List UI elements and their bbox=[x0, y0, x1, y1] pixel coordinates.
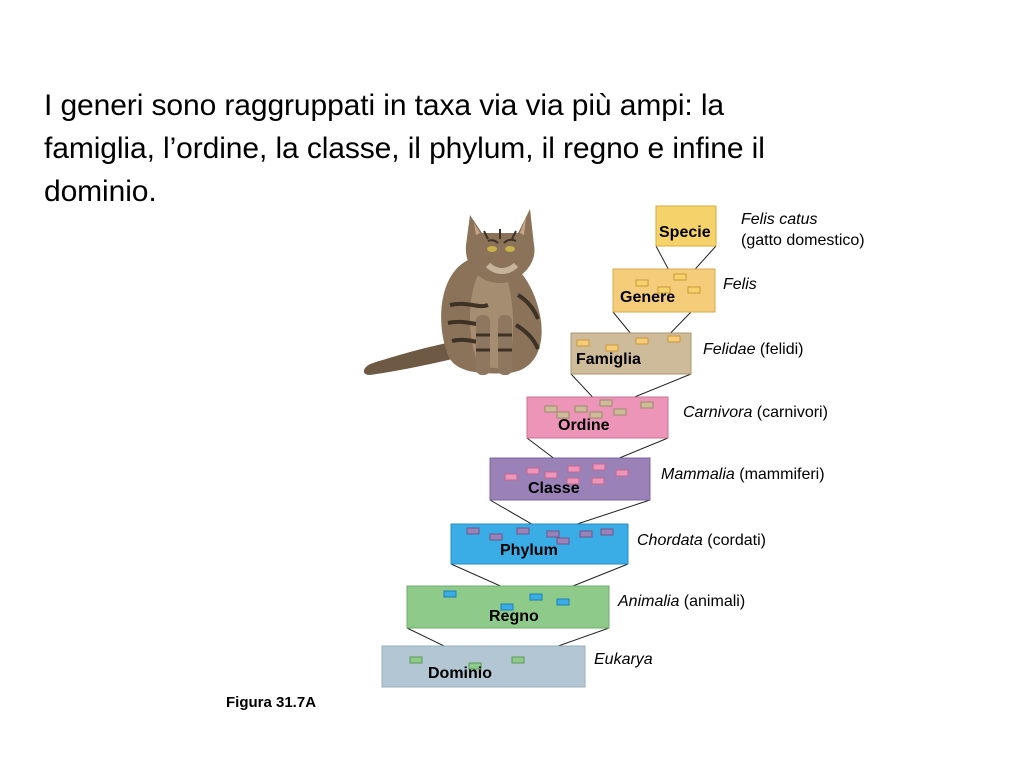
slide-text-line: I generi sono raggruppati in taxa via via più ampi: la bbox=[44, 89, 725, 122]
label-ordine: Ordine bbox=[558, 417, 610, 434]
taxon-name: Animalia bbox=[618, 593, 680, 610]
taxon-name: Chordata bbox=[637, 532, 703, 549]
label-dominio: Dominio bbox=[428, 665, 492, 682]
taxon-name: Felis bbox=[723, 276, 757, 293]
taxon-name: Carnivora bbox=[683, 404, 753, 421]
taxon-dominio bbox=[594, 651, 653, 669]
taxon-classe bbox=[661, 466, 825, 484]
slide-text-line: famiglia, l’ordine, la classe, il phylum, il regno e infine il bbox=[44, 132, 765, 165]
figure-caption: Figura 31.7A bbox=[226, 694, 317, 711]
label-regno: Regno bbox=[489, 608, 539, 625]
taxon-name: Eukarya bbox=[594, 651, 653, 668]
taxon-famiglia bbox=[703, 341, 804, 359]
taxon-phylum bbox=[637, 532, 766, 550]
label-genere: Genere bbox=[620, 289, 676, 306]
taxon-genere bbox=[723, 276, 757, 294]
taxon-specie bbox=[741, 209, 865, 251]
taxon-common-name: (cordati) bbox=[702, 532, 766, 549]
taxon-common-name: (gatto domestico) bbox=[741, 232, 865, 249]
taxon-common-name: (felidi) bbox=[755, 341, 804, 358]
taxon-common-name: (animali) bbox=[679, 593, 746, 610]
label-phylum: Phylum bbox=[500, 542, 558, 559]
taxon-ordine bbox=[683, 404, 828, 422]
taxon-name: Mammalia bbox=[661, 466, 735, 483]
taxon-common-name: (mammiferi) bbox=[734, 466, 825, 483]
taxon-name: Felidae bbox=[703, 341, 756, 358]
label-classe: Classe bbox=[528, 480, 580, 497]
taxon-name: Felis catus bbox=[741, 211, 818, 228]
taxon-common-name: (carnivori) bbox=[752, 404, 828, 421]
label-famiglia: Famiglia bbox=[576, 351, 641, 368]
label-specie: Specie bbox=[659, 224, 711, 241]
taxon-regno bbox=[618, 593, 745, 611]
slide-text-line: dominio. bbox=[44, 175, 157, 208]
